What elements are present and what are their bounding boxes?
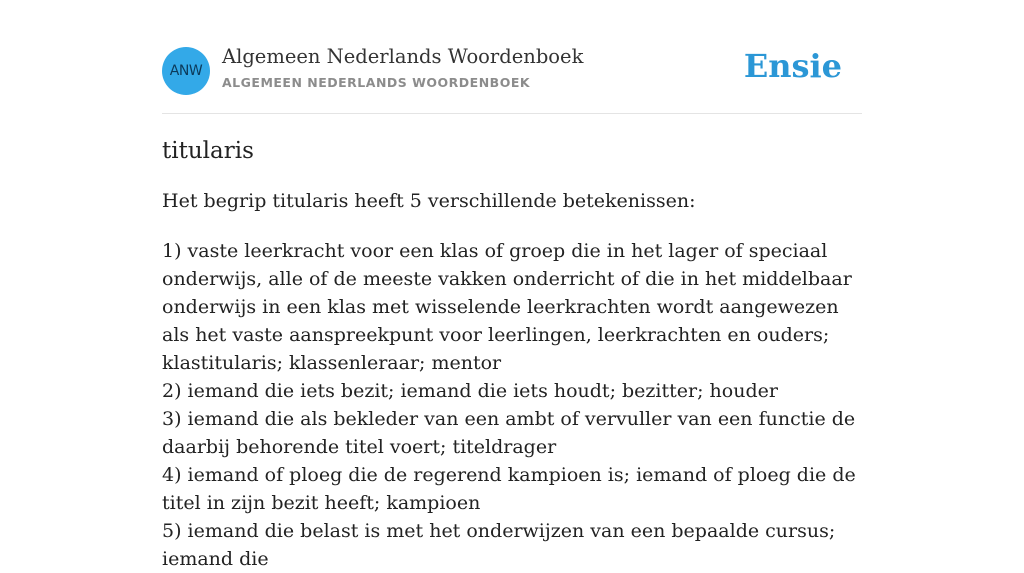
entry-title: titularis xyxy=(162,138,254,164)
definition-item-5: 5) iemand die belast is met het onderwijzen van een bepaalde cursus; iemand die xyxy=(162,520,836,570)
definition-list xyxy=(162,237,862,573)
source-header xyxy=(162,0,862,114)
source-subtitle: ALGEMEEN NEDERLANDS WOORDENBOEK xyxy=(222,75,531,90)
definition-item-3: 3) iemand die als bekleder van een ambt of vervuller van een functie de daarbij behorende titel voert; titeldrager xyxy=(162,408,856,458)
content-container xyxy=(162,0,862,570)
definition-item-2: 2) iemand die iets bezit; iemand die iets houdt; bezitter; houder xyxy=(162,380,778,402)
definition-item-4: 4) iemand of ploeg die de regerend kampioen is; iemand of ploeg die de titel in zijn bezit heeft; kampioen xyxy=(162,464,856,514)
anw-logo[interactable]: ANW xyxy=(162,47,210,95)
definition-item-1: 1) vaste leerkracht voor een klas of groep die in het lager of speciaal onderwijs, alle of de meeste vakken onderricht of die in het middelbaar onderwijs in een klas met wisselende leerkrachten wordt aangewezen als het vaste aanspreekpunt voor leerlingen, leerkrachten en ouders; klastitularis; klassenleraar; mentor xyxy=(162,240,852,374)
entry-intro: Het begrip titularis heeft 5 verschillende betekenissen: xyxy=(162,190,696,212)
ensie-brand-link[interactable]: Ensie xyxy=(743,47,842,85)
source-title[interactable]: Algemeen Nederlands Woordenboek xyxy=(222,45,584,68)
